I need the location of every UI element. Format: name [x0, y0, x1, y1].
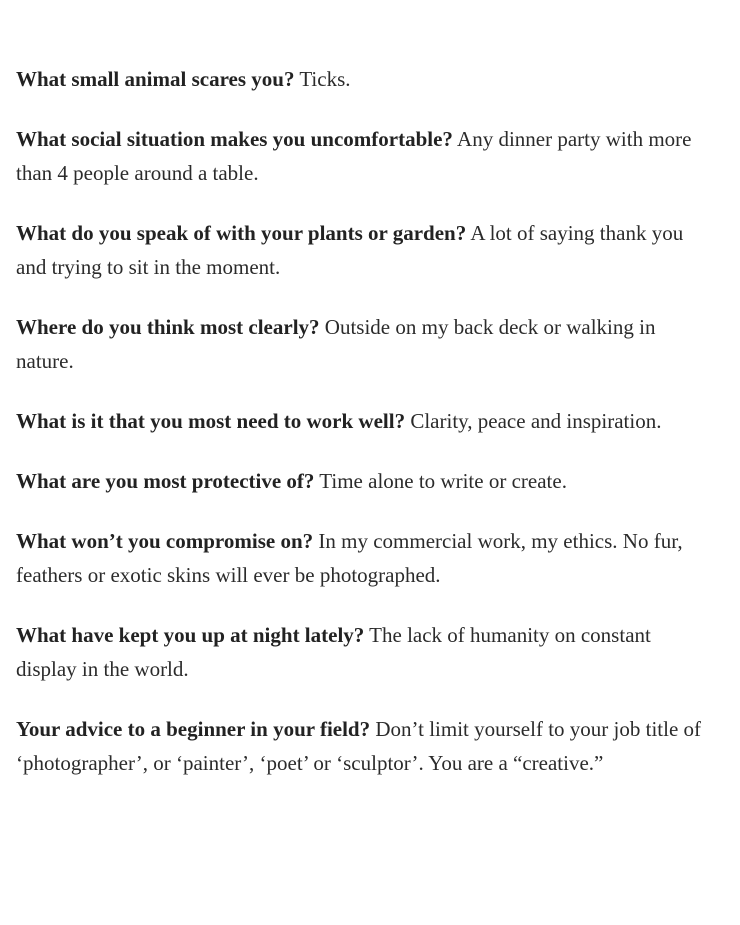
qa-paragraph-advice — [16, 712, 716, 780]
qa-paragraph-up-at-night — [16, 618, 716, 686]
answer-text: Ticks. — [299, 67, 351, 91]
qa-paragraph-social-situation — [16, 122, 716, 190]
answer-text: Outside on my back deck or walking in nature. — [16, 315, 656, 373]
answer-text: In my commercial work, my ethics. No fur, feathers or exotic skins will ever be photographed. — [16, 529, 683, 587]
qa-paragraph-protective — [16, 464, 716, 498]
question-text: What have kept you up at night lately? — [16, 623, 365, 647]
question-text: What won’t you compromise on? — [16, 529, 314, 553]
question-text: What small animal scares you? — [16, 67, 295, 91]
answer-text: Time alone to write or create. — [319, 469, 567, 493]
question-text: What are you most protective of? — [16, 469, 315, 493]
question-text: Where do you think most clearly? — [16, 315, 320, 339]
question-text: What is it that you most need to work well? — [16, 409, 406, 433]
answer-text: A lot of saying thank you and trying to sit in the moment. — [16, 221, 684, 279]
question-text: What social situation makes you uncomfortable? — [16, 127, 453, 151]
qa-paragraph-small-animal — [16, 62, 716, 96]
question-text: What do you speak of with your plants or garden? — [16, 221, 467, 245]
qa-paragraph-think-clearly — [16, 310, 716, 378]
answer-text: The lack of humanity on constant display in the world. — [16, 623, 651, 681]
qa-paragraph-work-well — [16, 404, 716, 438]
question-text: Your advice to a beginner in your field? — [16, 717, 371, 741]
article-body — [16, 62, 716, 806]
answer-text: Any dinner party with more than 4 people around a table. — [16, 127, 692, 185]
qa-paragraph-plants-garden — [16, 216, 716, 284]
answer-text: Clarity, peace and inspiration. — [410, 409, 662, 433]
qa-paragraph-compromise — [16, 524, 716, 592]
answer-text: Don’t limit yourself to your job title of ‘photographer’, or ‘painter’, ‘poet’ or ‘sculptor’. You are a “creative.” — [16, 717, 702, 775]
